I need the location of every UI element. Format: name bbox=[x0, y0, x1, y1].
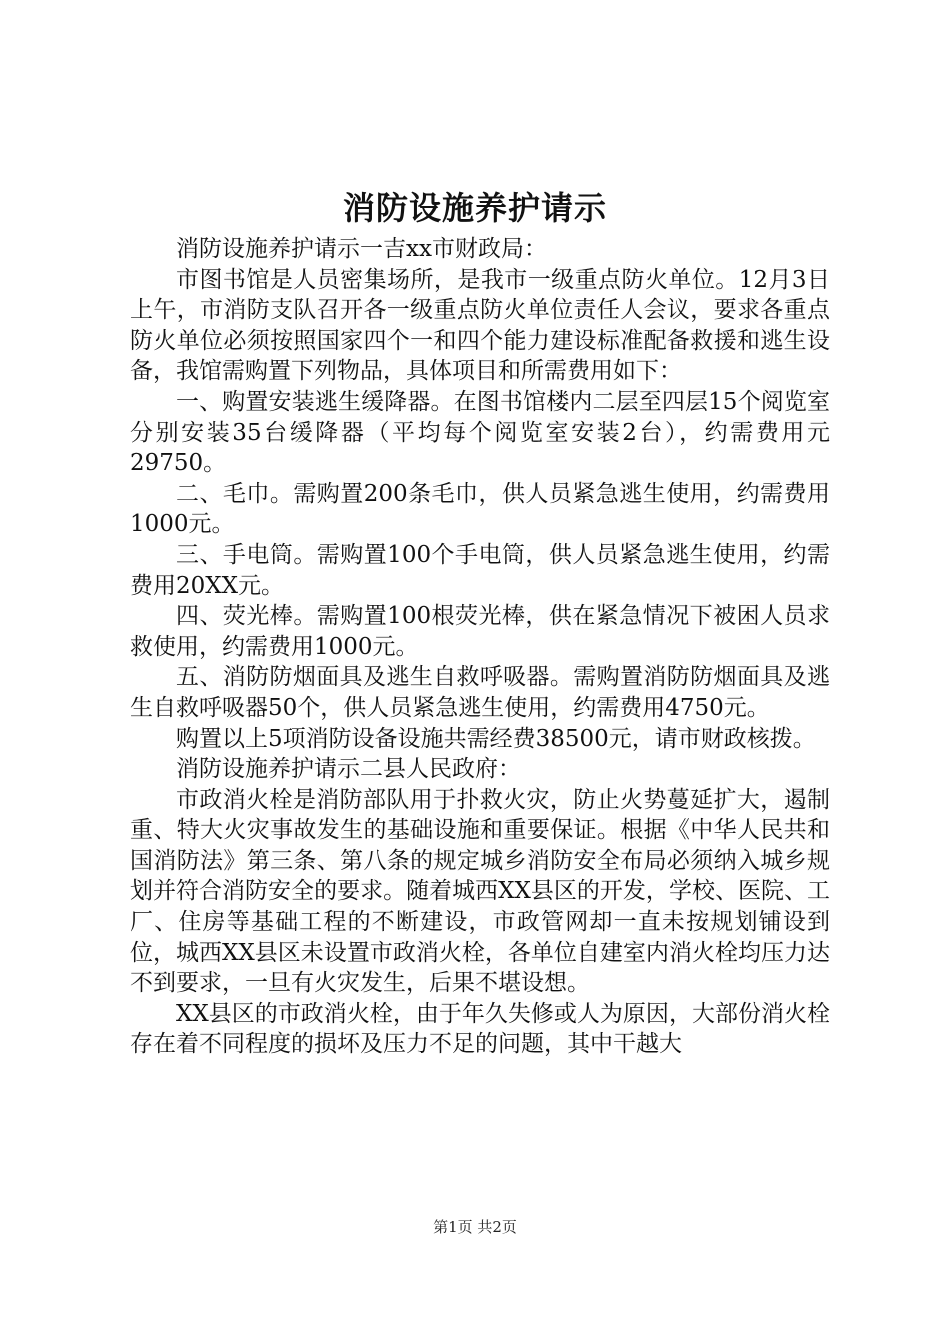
page-number-footer: 第1页 共2页 bbox=[433, 1218, 517, 1236]
paragraph: 五、消防防烟面具及逃生自救呼吸器。需购置消防防烟面具及逃生自救呼吸器50个，供人员紧急逃生使用，约需费用4750元。 bbox=[130, 664, 830, 721]
paragraph: 二、毛巾。需购置200条毛巾，供人员紧急逃生使用，约需费用1000元。 bbox=[130, 480, 830, 538]
paragraph: 三、手电筒。需购置100个手电筒，供人员紧急逃生使用，约需费用20XX元。 bbox=[130, 541, 830, 599]
paragraph: 消防设施养护请示一吉xx市财政局： bbox=[176, 236, 547, 262]
paragraph: XX县区的市政消火栓，由于年久失修或人为原因，大部份消火栓存在着不同程度的损坏及压力不足的问题，其中干越大 bbox=[130, 1000, 830, 1058]
document-title: 消防设施养护请示 bbox=[342, 189, 607, 227]
paragraph: 购置以上5项消防设备设施共需经费38500元，请市财政核拨。 bbox=[176, 725, 816, 752]
paragraph: 消防设施养护请示二县人民政府： bbox=[176, 756, 521, 783]
paragraph: 市政消火栓是消防部队用于扑救火灾，防止火势蔓延扩大，遏制重、特大火灾事故发生的基础设施和重要保证。根据《中华人民共和国消防法》第三条、第八条的规定城乡消防安全布局必须纳入城乡规划并符合消防安全的要求。随着城西XX县区的开发，学校、医院、工厂、住房等基础工程的不断建设，市政管网却一直未按规划铺设到位，城西XX县区未设置市政消火栓，各单位自建室内消火栓均压力达不到要求，一旦有火灾发生，后果不堪设想。 bbox=[130, 786, 830, 997]
paragraph: 市图书馆是人员密集场所，是我市一级重点防火单位。12月3日上午，市消防支队召开各一级重点防火单位责任人会议，要求各重点防火单位必须按照国家四个一和四个能力建设标准配备救援和逃生设备，我馆需购置下列物品，具体项目和所需费用如下： bbox=[130, 266, 830, 385]
document-body bbox=[130, 234, 830, 1060]
paragraph: 一、购置安装逃生缓降器。在图书馆楼内二层至四层15个阅览室分别安装35台缓降器（平均每个阅览室安装2台），约需费用元29750。 bbox=[130, 388, 830, 477]
paragraph: 四、荧光棒。需购置100根荧光棒，供在紧急情况下被困人员求救使用，约需费用1000元。 bbox=[130, 603, 830, 660]
